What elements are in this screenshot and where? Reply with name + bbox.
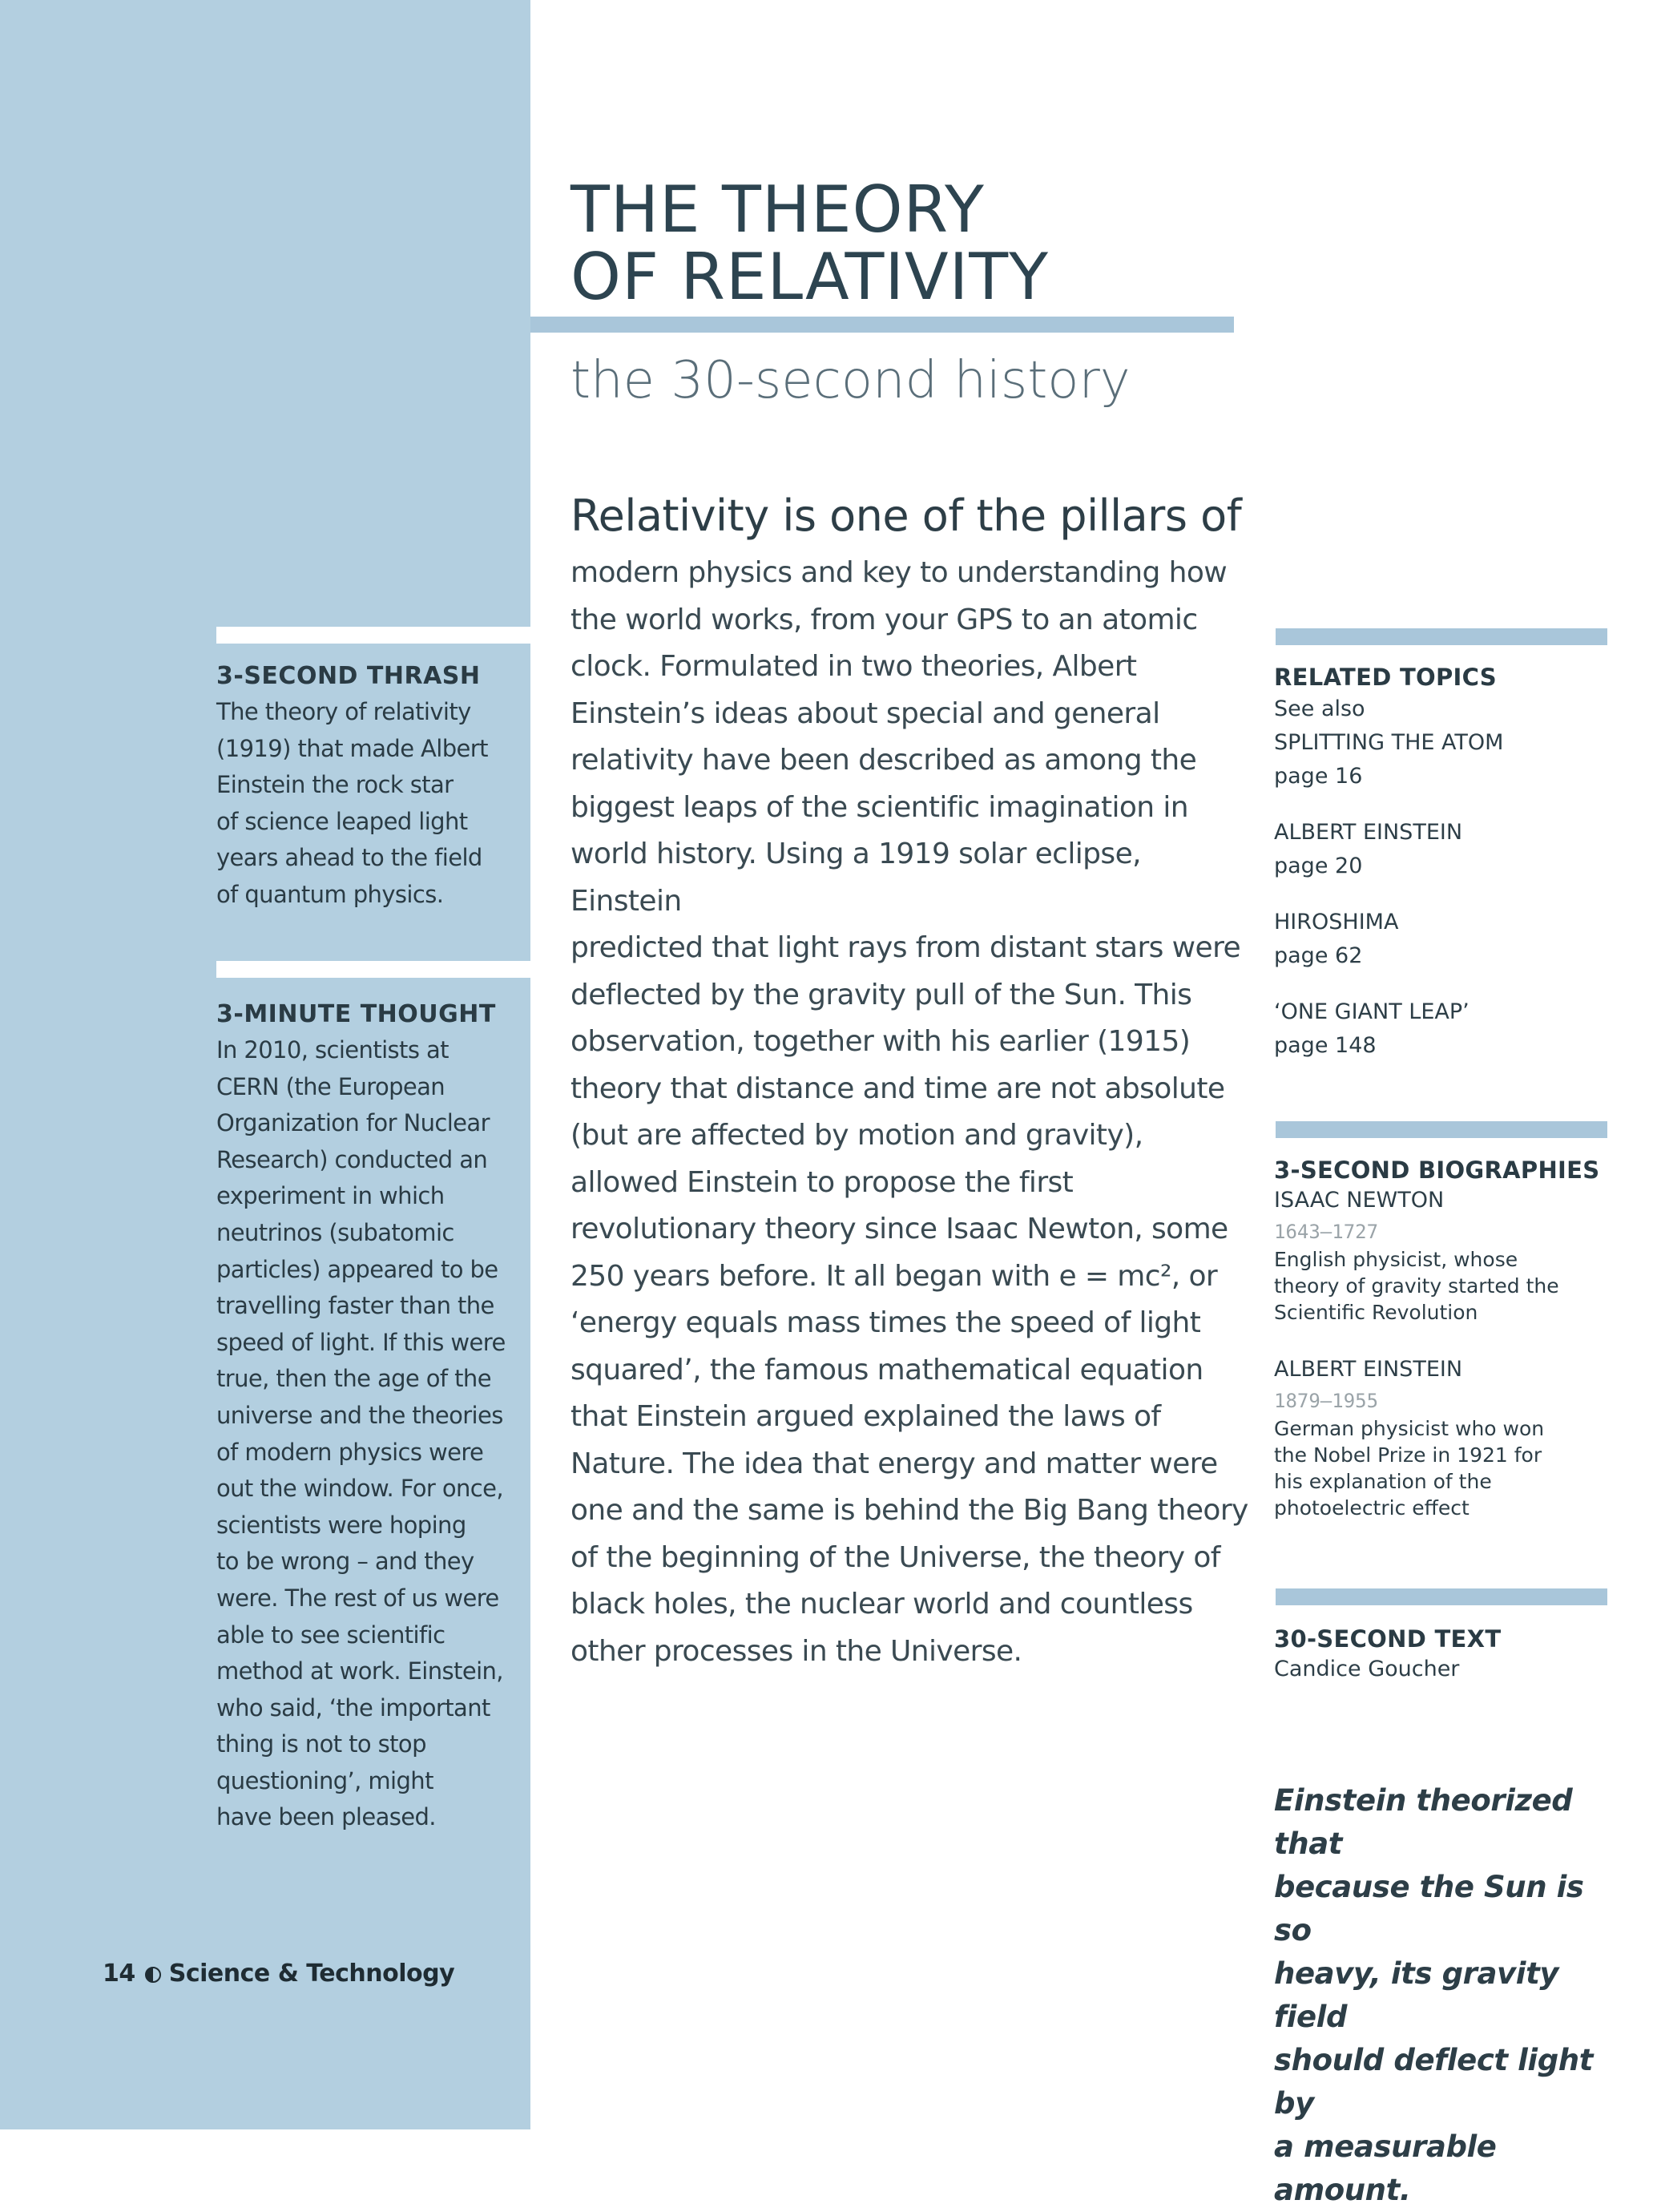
thought-heading: 3-MINUTE THOUGHT <box>216 1000 496 1028</box>
credit-divider <box>1276 1588 1607 1605</box>
main-body <box>570 550 1260 1675</box>
topic-name: SPLITTING THE ATOM <box>1274 730 1504 755</box>
text-line: one and the same is behind the Big Bang theory <box>570 1494 1248 1527</box>
text-line: Nature. The idea that energy and matter were <box>570 1447 1218 1480</box>
text-line: (but are affected by motion and gravity), <box>570 1119 1143 1152</box>
person-dates: 1879–1955 <box>1274 1390 1379 1412</box>
biographies-divider <box>1276 1121 1607 1138</box>
text-line: of quantum physics. <box>216 880 444 908</box>
see-also-label: See also <box>1274 696 1365 721</box>
text-line: years ahead to the field <box>216 844 482 872</box>
title-line: THE THEORY <box>570 172 985 247</box>
text-line: squared’, the famous mathematical equation <box>570 1353 1203 1387</box>
lead-sentence: Relativity is one of the pillars of <box>570 490 1242 541</box>
text-line: Einstein’s ideas about special and general <box>570 696 1160 730</box>
related-topics <box>1274 664 1611 1063</box>
text-line: Organization for Nuclear <box>216 1109 490 1137</box>
person-desc: theory of gravity started the <box>1274 1274 1559 1298</box>
quote-line: Einstein theorized that <box>1274 1783 1573 1861</box>
text-line: scientists were hoping <box>216 1511 466 1539</box>
related-heading: RELATED TOPICS <box>1274 664 1497 691</box>
related-divider <box>1276 628 1607 645</box>
text-line: that Einstein argued explained the laws of <box>570 1400 1161 1433</box>
text-line: modern physics and key to understanding how <box>570 556 1228 589</box>
thought-divider <box>216 961 530 978</box>
biographies <box>1274 1156 1611 1521</box>
person-desc: his explanation of the <box>1274 1470 1492 1493</box>
person-desc: Scientific Revolution <box>1274 1301 1478 1324</box>
biographies-heading: 3-SECOND BIOGRAPHIES <box>1274 1156 1600 1184</box>
topic-page: page 148 <box>1274 1033 1377 1058</box>
text-line: out the window. For once, <box>216 1475 503 1503</box>
text-line: Einstein the rock star <box>216 771 454 799</box>
text-line: universe and the theories <box>216 1401 503 1429</box>
text-line: true, then the age of the <box>216 1365 491 1393</box>
page-subtitle: the 30-second history <box>570 351 1131 410</box>
person-name: ALBERT EINSTEIN <box>1274 1357 1463 1382</box>
thrash-text <box>216 694 521 914</box>
topic-name: ‘ONE GIANT LEAP’ <box>1274 999 1470 1024</box>
text-line: deflected by the gravity pull of the Sun. This <box>570 978 1192 1011</box>
text-line: of the beginning of the Universe, the theory of <box>570 1540 1220 1574</box>
text-line: who said, ‘the important <box>216 1693 490 1722</box>
text-line: questioning’, might <box>216 1766 433 1794</box>
text-line: other processes in the Universe. <box>570 1634 1022 1668</box>
person-desc: photoelectric effect <box>1274 1496 1470 1520</box>
text-line: have been pleased. <box>216 1803 436 1831</box>
person-name: ISAAC NEWTON <box>1274 1188 1445 1213</box>
text-line: predicted that light rays from distant stars were <box>570 931 1241 964</box>
person-desc: German physicist who won <box>1274 1417 1545 1440</box>
text-line: thing is not to stop <box>216 1730 426 1758</box>
title-line: OF RELATIVITY <box>570 240 1049 314</box>
text-line: black holes, the nuclear world and countless <box>570 1588 1193 1621</box>
person-desc: the Nobel Prize in 1921 for <box>1274 1443 1542 1467</box>
text-line: 250 years before. It all began with e = mc², or <box>570 1259 1218 1293</box>
text-line: (1919) that made Albert <box>216 734 488 762</box>
text-line: of science leaped light <box>216 807 468 835</box>
topic-name: HIROSHIMA <box>1274 910 1399 934</box>
quote-line: should deflect light by <box>1274 2043 1594 2121</box>
topic-page: page 16 <box>1274 764 1363 789</box>
credit-author: Candice Goucher <box>1274 1657 1460 1681</box>
thrash-heading: 3-SECOND THRASH <box>216 662 481 690</box>
thought-text <box>216 1032 521 1836</box>
text-line: biggest leaps of the scientific imagination in <box>570 790 1188 824</box>
text-line: In 2010, scientists at <box>216 1036 449 1064</box>
text-credit <box>1274 1625 1611 1686</box>
quote-line: a measurable amount. <box>1274 2129 1497 2207</box>
quote-line: heavy, its gravity field <box>1274 1956 1559 2034</box>
topic-page: page 62 <box>1274 943 1363 968</box>
pull-quote <box>1274 1779 1611 2212</box>
person-dates: 1643–1727 <box>1274 1221 1379 1243</box>
person-desc: English physicist, whose <box>1274 1248 1518 1271</box>
topic-name: ALBERT EINSTEIN <box>1274 820 1463 845</box>
text-line: experiment in which <box>216 1182 445 1210</box>
topic-page: page 20 <box>1274 854 1363 878</box>
page-title <box>570 172 1049 314</box>
text-line: travelling faster than the <box>216 1292 494 1320</box>
text-line: speed of light. If this were <box>216 1328 506 1356</box>
text-line: able to see scientific <box>216 1621 446 1649</box>
text-line: world history. Using a 1919 solar eclipse, Einstein <box>570 838 1141 918</box>
text-line: particles) appeared to be <box>216 1255 498 1283</box>
text-line: ‘energy equals mass times the speed of light <box>570 1306 1201 1339</box>
title-rule <box>530 317 1234 333</box>
text-line: relativity have been described as among the <box>570 744 1197 777</box>
text-line: revolutionary theory since Isaac Newton, some <box>570 1213 1228 1245</box>
text-line: clock. Formulated in two theories, Albert <box>570 650 1137 683</box>
text-line: The theory of relativity <box>216 698 471 725</box>
thrash-divider <box>216 627 530 644</box>
credit-heading: 30-SECOND TEXT <box>1274 1625 1502 1653</box>
text-line: allowed Einstein to propose the first <box>570 1165 1074 1199</box>
text-line: to be wrong – and they <box>216 1548 474 1576</box>
text-line: theory that distance and time are not absolute <box>570 1072 1225 1105</box>
text-line: neutrinos (subatomic <box>216 1218 454 1246</box>
text-line: CERN (the European <box>216 1072 446 1100</box>
page-footer <box>103 1960 454 1988</box>
text-line: Research) conducted an <box>216 1145 488 1173</box>
text-line: observation, together with his earlier (1915) <box>570 1025 1191 1058</box>
text-line: were. The rest of us were <box>216 1584 499 1612</box>
section-name: Science & Technology <box>168 1960 455 1988</box>
text-line: the world works, from your GPS to an atomic <box>570 603 1198 636</box>
half-circle-icon <box>145 1967 161 1983</box>
page-number: 14 <box>103 1960 135 1988</box>
text-line: method at work. Einstein, <box>216 1657 503 1685</box>
quote-line: because the Sun is so <box>1274 1870 1584 1948</box>
text-line: of modern physics were <box>216 1438 484 1466</box>
